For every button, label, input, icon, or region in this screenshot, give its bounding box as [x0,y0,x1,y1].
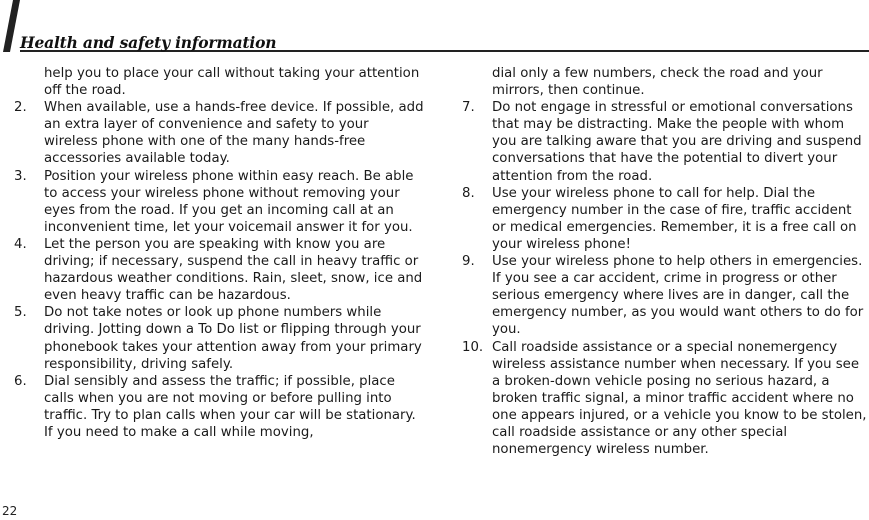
item-text: Do not take notes or look up phone numbers while driving. Jotting down a To Do list or flipping through your phonebook takes your attention away from your primary responsibility, driving safely. [44,305,422,372]
item-text: Use your wireless phone to help others in emergencies. If you see a car accident, crime in progress or other serious emergency where lives are in danger, call the emergency number, as you would want others to do for you. [492,254,864,338]
list-item [462,339,869,459]
header-accent-bar [0,0,20,52]
list-item [14,168,424,236]
item-text: Let the person you are speaking with know you are driving; if necessary, suspend the call in heavy traffic or hazardous weather conditions. Rain, sleet, snow, ice and even heavy traffic can be hazardous. [44,236,423,304]
item-number: 7. [462,100,475,116]
item-text: Do not engage in stressful or emotional conversations that may be distracting. Make the people with whom you are talking aware that you are driving and suspend conversations that have the potential to divert your attention from the road. [492,100,862,184]
continuation-text: help you to place your call without taking your attention off the road. [44,66,420,99]
item-number: 3. [14,168,27,184]
page-title: Health and safety information [20,33,277,52]
list-item [14,236,424,304]
list-item [14,99,424,167]
right-column [462,65,869,458]
list-item [462,99,869,184]
left-column [14,65,424,441]
continuation-text: dial only a few numbers, check the road and your mirrors, then continue. [492,66,823,99]
item-text: Dial sensibly and assess the traffic; if possible, place calls when you are not moving or before pulling into traffic. Try to plan calls when your car will be stationary. If you need to make a call while moving, [44,373,416,440]
item-number: 9. [462,254,475,270]
item-text: Call roadside assistance or a special nonemergency wireless assistance number when necessary. If you see a broken-down vehicle posing no serious hazard, a broken traffic signal, a minor traffic accident where no one appears injured, or a vehicle you know to be stolen, call roadside assistance or any other special nonemergency wireless number. [492,339,867,458]
item-number: 10. [462,339,484,355]
list-item [462,185,869,253]
item-text: Position your wireless phone within easy reach. Be able to access your wireless phone without removing your eyes from the road. If you get an incoming call at an inconvenient time, let your voicemail answer it for you. [44,168,414,235]
list-item [462,253,869,338]
item-text: Use your wireless phone to call for help. Dial the emergency number in the case of fire, traffic accident or medical emergencies. Remember, it is a free call on your wireless phone! [492,185,857,252]
item-number: 2. [14,100,27,116]
page-number: 22 [2,504,18,518]
item-number: 5. [14,305,27,321]
list-item [14,304,424,372]
item-number: 4. [14,236,27,252]
item-number: 8. [462,185,475,201]
list-item [14,373,424,441]
item-number: 6. [14,373,27,389]
item-text: When available, use a hands-free device. If possible, add an extra layer of convenience and safety to your wireless phone with one of the many hands-free accessories available today. [44,100,424,167]
